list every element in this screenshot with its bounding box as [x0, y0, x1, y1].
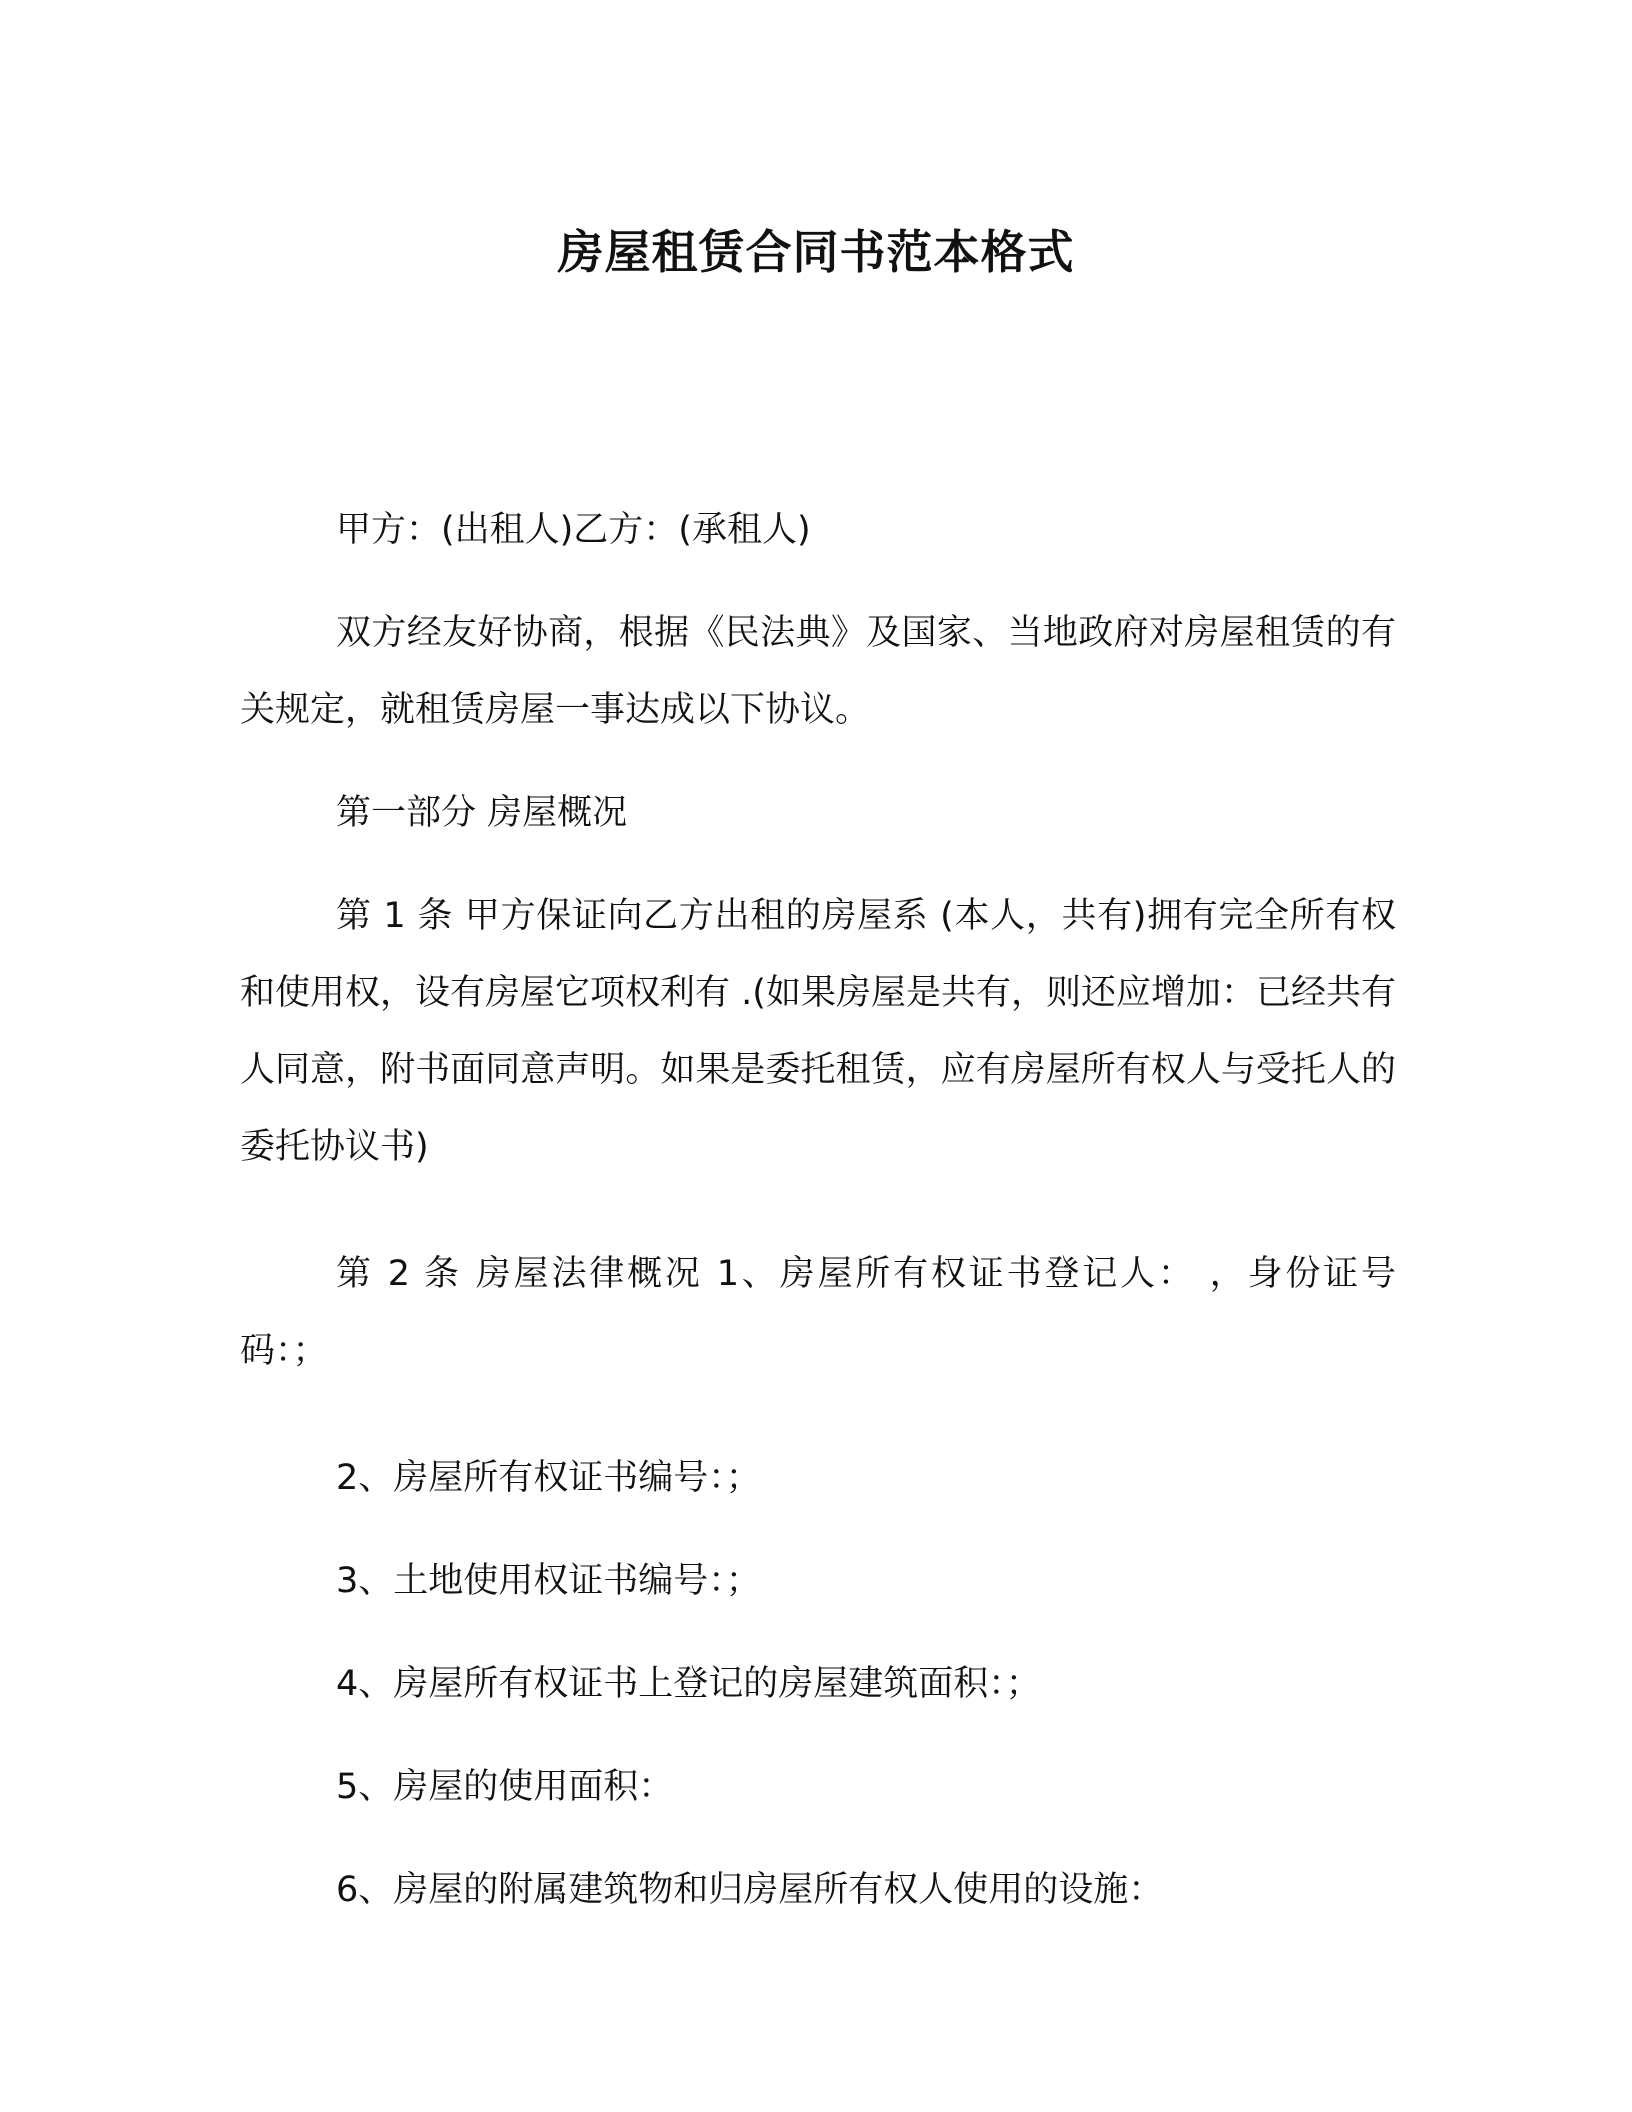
list-item: 3、土地使用权证书编号：；: [336, 1561, 761, 1601]
document-title: 房屋租赁合同书范本格式: [557, 225, 1075, 279]
document-body: [240, 492, 1396, 1955]
section-heading: 第一部分 房屋概况: [336, 793, 628, 833]
parties-paragraph: 甲方：(出租人)乙方：(承租人): [336, 510, 811, 550]
article-1-paragraph: 第 1 条 甲方保证向乙方出租的房屋系 (本人，共有)拥有完全所有权和使用权，设有房屋它项权利有 .(如果房屋是共有，则还应增加：已经共有人同意，附书面同意声明。如果是委托租赁，应有房屋所有权人与受托人的委托协议书): [240, 896, 1396, 1167]
preamble-paragraph: 双方经友好协商，根据《民法典》及国家、当地政府对房屋租赁的有关规定，就租赁房屋一事达成以下协议。: [240, 613, 1396, 730]
list-item: 4、房屋所有权证书上登记的房屋建筑面积：；: [336, 1664, 1041, 1704]
list-item: 6、房屋的附属建筑物和归房屋所有权人使用的设施：: [336, 1870, 1164, 1910]
article-2-paragraph: 第 2 条 房屋法律概况 1、房屋所有权证书登记人： ，身份证号码：；: [240, 1254, 1396, 1371]
list-item: 2、房屋所有权证书编号：；: [336, 1458, 761, 1498]
list-item: 5、房屋的使用面积：: [336, 1767, 674, 1807]
